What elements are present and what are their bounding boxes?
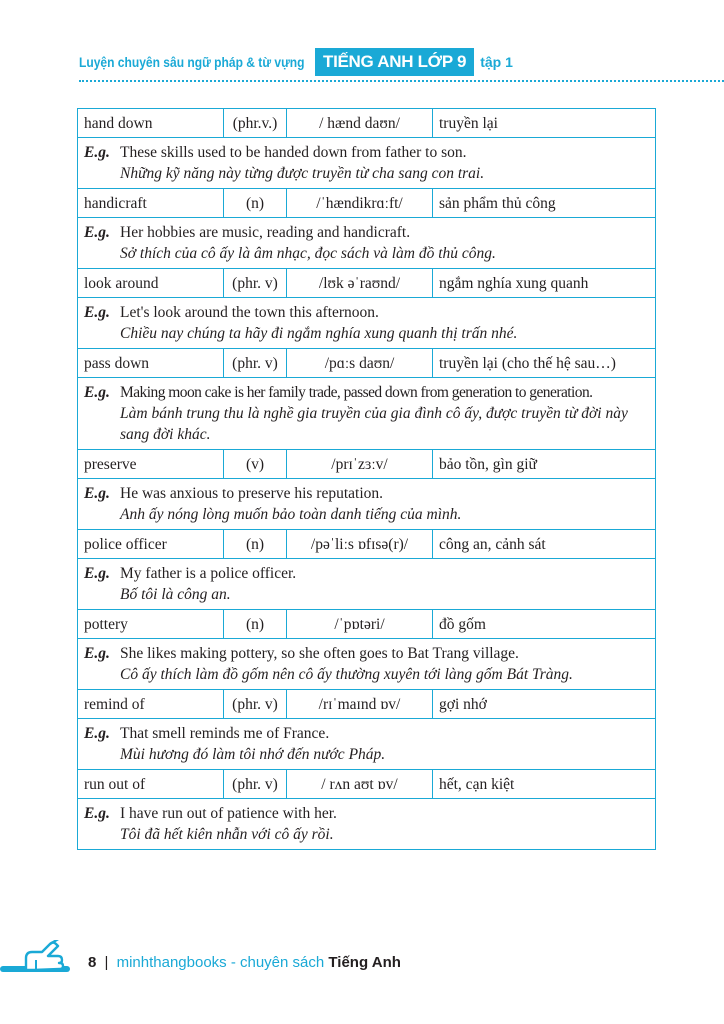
example-row — [78, 138, 656, 189]
vocab-word-type: (phr.v.) — [224, 109, 287, 138]
vocab-word-type: (phr. v) — [224, 770, 287, 799]
example-label: E.g. — [84, 144, 110, 161]
vocab-pronunciation: /pəˈliːs ɒfɪsə(r)/ — [287, 530, 433, 559]
vocab-word-type: (n) — [224, 530, 287, 559]
vocab-row — [78, 610, 656, 639]
vocab-meaning: truyền lại — [433, 109, 656, 138]
example-row — [78, 639, 656, 690]
vocab-pronunciation: /pɑːs daʊn/ — [287, 349, 433, 378]
vocab-meaning: đồ gốm — [433, 610, 656, 639]
vocab-word: handicraft — [78, 189, 224, 218]
example-english: She likes making pottery, so she often goes to Bat Trang village. — [120, 645, 519, 662]
example-row — [78, 559, 656, 610]
example-cell — [78, 378, 656, 450]
vocab-pronunciation: /ˈpɒtəri/ — [287, 610, 433, 639]
vocab-row — [78, 690, 656, 719]
example-cell — [78, 218, 656, 269]
vocab-meaning: gợi nhớ — [433, 690, 656, 719]
vocab-pronunciation: / hænd daʊn/ — [287, 109, 433, 138]
vocab-meaning: sản phẩm thủ công — [433, 189, 656, 218]
example-vietnamese: Chiều nay chúng ta hãy đi ngắm nghía xung quanh thị trấn nhé. — [120, 325, 518, 342]
header-volume: tập 1 — [480, 54, 513, 70]
example-english: I have run out of patience with her. — [120, 805, 337, 822]
vocab-row — [78, 109, 656, 138]
vocab-word-type: (v) — [224, 450, 287, 479]
example-vietnamese: Những kỹ năng này từng được truyền từ cha sang con trai. — [120, 165, 485, 182]
header-subtitle: Luyện chuyên sâu ngữ pháp & từ vựng — [79, 54, 305, 70]
vocab-pronunciation: / rʌn aʊt ɒv/ — [287, 770, 433, 799]
example-english: He was anxious to preserve his reputation. — [120, 485, 384, 502]
example-english: Making moon cake is her family trade, passed down from generation to generation. — [120, 384, 593, 401]
footer-brand: minhthangbooks - chuyên sách — [116, 954, 325, 971]
vocab-meaning: công an, cảnh sát — [433, 530, 656, 559]
example-cell — [78, 479, 656, 530]
vocab-word-type: (phr. v) — [224, 690, 287, 719]
vocab-row — [78, 349, 656, 378]
example-vietnamese: Làm bánh trung thu là nghề gia truyền của gia đình cô ấy, được truyền từ đời này sang đời khác. — [120, 405, 628, 443]
vocab-pronunciation: /rɪˈmaɪnd ɒv/ — [287, 690, 433, 719]
example-cell — [78, 639, 656, 690]
example-row — [78, 719, 656, 770]
vocabulary-table — [77, 108, 656, 850]
vocab-meaning: bảo tồn, gìn giữ — [433, 450, 656, 479]
example-row — [78, 378, 656, 450]
example-vietnamese: Tôi đã hết kiên nhẫn với cô ấy rồi. — [120, 826, 334, 843]
example-label: E.g. — [84, 645, 110, 662]
example-label: E.g. — [84, 805, 110, 822]
example-english: That smell reminds me of France. — [120, 725, 330, 742]
example-english: My father is a police officer. — [120, 565, 297, 582]
example-label: E.g. — [84, 565, 110, 582]
vocab-pronunciation: /ˈhændikrɑːft/ — [287, 189, 433, 218]
vocab-word: police officer — [78, 530, 224, 559]
vocab-word: remind of — [78, 690, 224, 719]
example-label: E.g. — [84, 485, 110, 502]
example-english: Let's look around the town this afternoon. — [120, 304, 379, 321]
vocab-word: pottery — [78, 610, 224, 639]
vocab-pronunciation: /prɪˈzɜːv/ — [287, 450, 433, 479]
vocab-row — [78, 269, 656, 298]
vocab-meaning: truyền lại (cho thế hệ sau…) — [433, 349, 656, 378]
vocab-word-type: (phr. v) — [224, 349, 287, 378]
page-header — [79, 46, 513, 78]
vocab-word: pass down — [78, 349, 224, 378]
vocab-row — [78, 530, 656, 559]
vocab-word: look around — [78, 269, 224, 298]
example-english: Her hobbies are music, reading and handicraft. — [120, 224, 411, 241]
example-vietnamese: Anh ấy nóng lòng muốn bảo toàn danh tiếng của mình. — [120, 506, 462, 523]
example-label: E.g. — [84, 384, 110, 401]
vocab-word-type: (n) — [224, 189, 287, 218]
page-footer — [0, 940, 724, 1000]
example-cell — [78, 799, 656, 850]
example-vietnamese: Bố tôi là công an. — [120, 586, 231, 603]
vocab-meaning: ngắm nghía xung quanh — [433, 269, 656, 298]
example-english: These skills used to be handed down from father to son. — [120, 144, 467, 161]
footer-brand-strong: Tiếng Anh — [328, 954, 401, 971]
footer-text — [88, 954, 401, 971]
vocab-word-type: (n) — [224, 610, 287, 639]
example-cell — [78, 298, 656, 349]
vocab-word-type: (phr. v) — [224, 269, 287, 298]
example-cell — [78, 719, 656, 770]
vocab-pronunciation: /lʊk əˈraʊnd/ — [287, 269, 433, 298]
example-cell — [78, 138, 656, 189]
vocab-row — [78, 450, 656, 479]
example-row — [78, 218, 656, 269]
vocab-word: run out of — [78, 770, 224, 799]
vocab-word: preserve — [78, 450, 224, 479]
vocab-word: hand down — [78, 109, 224, 138]
example-vietnamese: Sở thích của cô ấy là âm nhạc, đọc sách và làm đồ thủ công. — [120, 245, 496, 262]
vocab-meaning: hết, cạn kiệt — [433, 770, 656, 799]
example-label: E.g. — [84, 304, 110, 321]
footer-separator: | — [104, 954, 109, 971]
vocab-row — [78, 189, 656, 218]
example-cell — [78, 559, 656, 610]
example-row — [78, 799, 656, 850]
example-row — [78, 298, 656, 349]
page-number: 8 — [88, 954, 97, 971]
example-label: E.g. — [84, 725, 110, 742]
example-row — [78, 479, 656, 530]
example-vietnamese: Mùi hương đó làm tôi nhớ đến nước Pháp. — [120, 746, 386, 763]
vocab-row — [78, 770, 656, 799]
header-badge: TIẾNG ANH LỚP 9 — [315, 48, 474, 76]
hand-writing-icon — [20, 940, 72, 976]
example-label: E.g. — [84, 224, 110, 241]
example-vietnamese: Cô ấy thích làm đồ gốm nên cô ấy thường xuyên tới làng gốm Bát Tràng. — [120, 666, 573, 683]
header-dotted-divider — [79, 80, 724, 82]
